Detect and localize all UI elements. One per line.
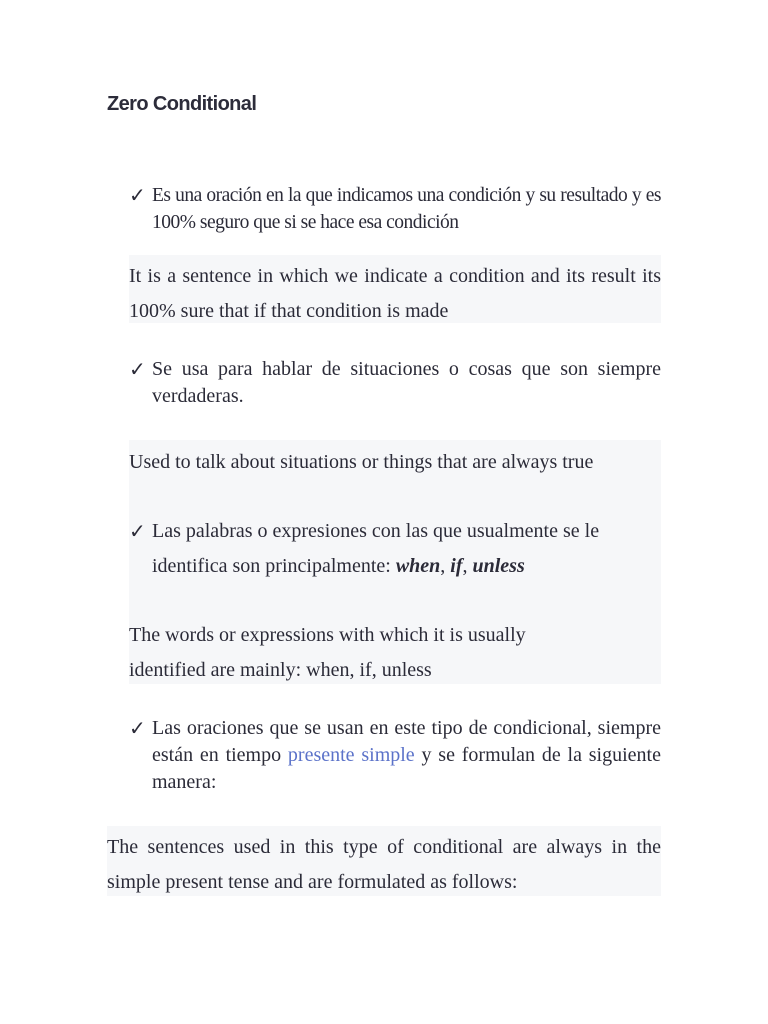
check-mark-icon: ✓ <box>129 183 146 207</box>
bullet-item <box>129 356 661 410</box>
translation-block <box>129 255 661 323</box>
keyword: when <box>395 555 441 577</box>
bullet-text: Es una oración en la que indicamos una condición y su resultado y es 100% seguro que si se hace esa condición <box>152 185 661 233</box>
bullet-item <box>129 715 661 796</box>
bullet-text: Se usa para hablar de situaciones o cosas que son siempre verdaderas. <box>152 358 661 407</box>
bullet-text: Las oraciones que se usan en este tipo de condicional, siempre están en tiempo presente simple y se formulan de la siguiente manera: <box>152 717 661 793</box>
bullet-text: Las palabras o expresiones con las que usualmente se le identifica son principalmente: when, if, unless <box>152 520 600 577</box>
check-mark-icon: ✓ <box>129 519 146 543</box>
check-mark-icon: ✓ <box>129 357 146 381</box>
check-mark-icon: ✓ <box>129 716 146 740</box>
bullet-item <box>129 182 661 236</box>
keyword: unless <box>472 555 525 577</box>
translation-text: The words or expressions with which it is usually identified are mainly: when, if, unless <box>129 624 526 681</box>
translation-text: The sentences used in this type of conditional are always in the simple present tense and are formulated as follows: <box>107 836 661 893</box>
translation-block <box>107 826 661 896</box>
translation-text: It is a sentence in which we indicate a condition and its result its 100% sure that if that condition is made <box>129 265 661 322</box>
presente-simple-link[interactable]: presente simple <box>287 744 415 766</box>
translation-text: Used to talk about situations or things that are always true <box>129 451 594 473</box>
keyword: if <box>450 555 463 577</box>
page-title: Zero Conditional <box>107 93 257 115</box>
bullet-item <box>129 514 661 584</box>
